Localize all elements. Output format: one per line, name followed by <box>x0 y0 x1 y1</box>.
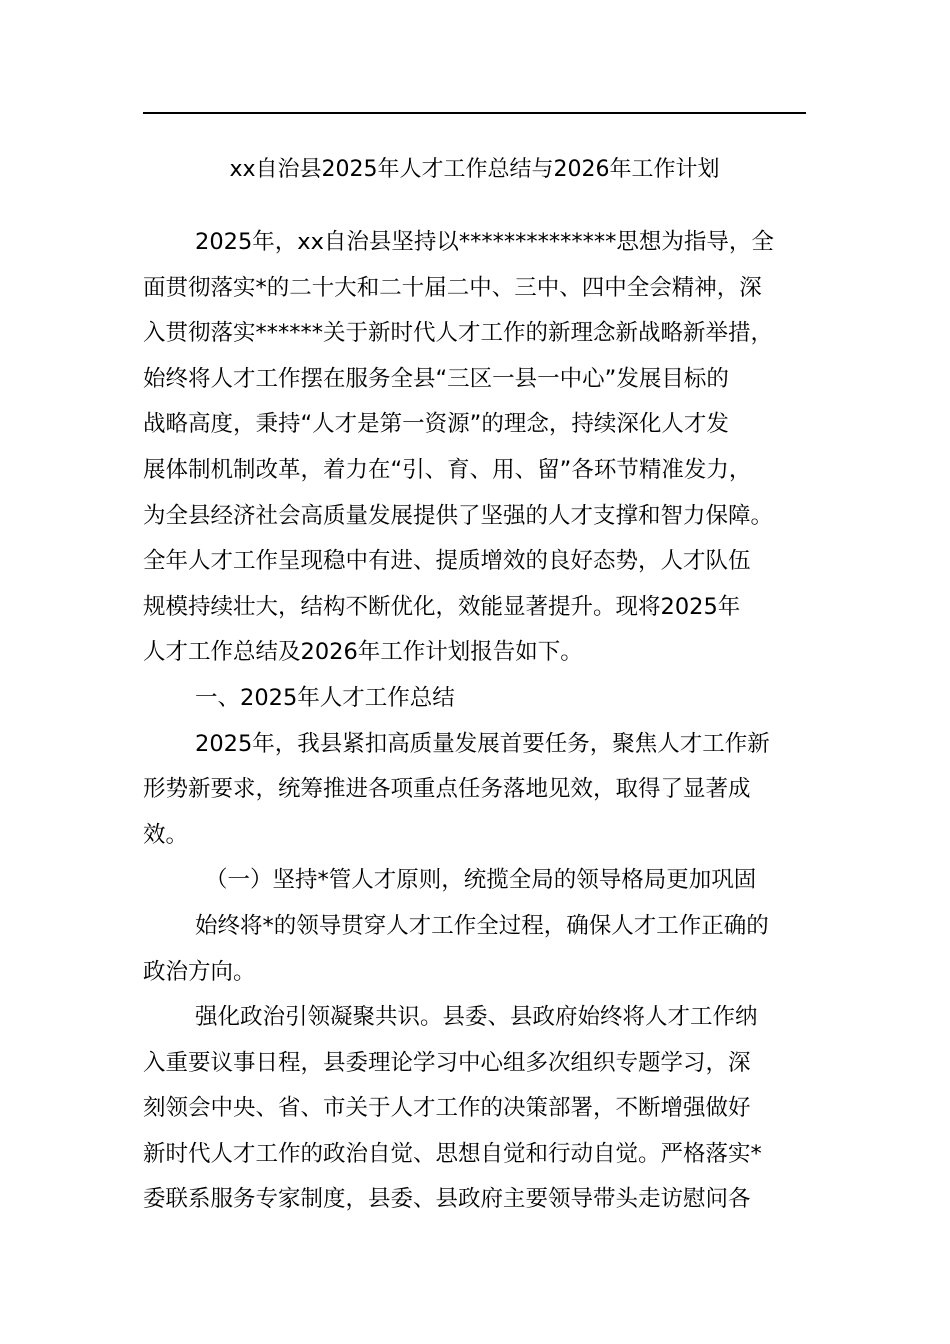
text-line: 刻领会中央、省、市关于人才工作的决策部署，不断增强做好 <box>143 1095 751 1122</box>
text-line: 入贯彻落实******关于新时代人才工作的新理念新战略新举措， <box>143 320 774 347</box>
text-line: 展体制机制改革，着力在“引、育、用、留”各环节精准发力， <box>143 456 752 483</box>
text-line: 效。 <box>143 821 189 848</box>
document-body <box>143 220 813 1223</box>
text-line: 委联系服务专家制度，县委、县政府主要领导带头走访慰问各 <box>143 1186 751 1213</box>
text-line: 战略高度，秉持“人才是第一资源”的理念，持续深化人才发 <box>143 411 729 438</box>
text-line: 始终将*的领导贯穿人才工作全过程，确保人才工作正确的 <box>195 912 769 939</box>
text-line: 人才工作总结及2026年工作计划报告如下。 <box>143 639 583 666</box>
text-line: 一、2025年人才工作总结 <box>195 684 455 711</box>
text-line: 政治方向。 <box>143 958 256 985</box>
text-line: 规模持续壮大，结构不断优化，效能显著提升。现将2025年 <box>143 593 741 620</box>
text-line: 为全县经济社会高质量发展提供了坚强的人才支撑和智力保障。 <box>143 502 774 529</box>
header-rule <box>143 112 806 114</box>
text-line: （一）坚持*管人才原则，统揽全局的领导格局更加巩固 <box>205 867 757 894</box>
text-line: 始终将人才工作摆在服务全县“三区一县一中心”发展目标的 <box>143 365 729 392</box>
text-line: 2025年，xx自治县坚持以**************思想为指导，全 <box>195 229 774 255</box>
document-title: xx自治县2025年人才工作总结与2026年工作计划 <box>229 157 720 182</box>
text-line: 入重要议事日程，县委理论学习中心组多次组织专题学习，深 <box>143 1049 751 1076</box>
text-line: 强化政治引领凝聚共识。县委、县政府始终将人才工作纳 <box>195 1004 758 1031</box>
text-line: 全年人才工作呈现稳中有进、提质增效的良好态势，人才队伍 <box>143 548 751 575</box>
text-line: 新时代人才工作的政治自觉、思想自觉和行动自觉。严格落实* <box>143 1140 762 1167</box>
text-line: 形势新要求，统筹推进各项重点任务落地见效，取得了显著成 <box>143 776 751 803</box>
text-line: 面贯彻落实*的二十大和二十届二中、三中、四中全会精神，深 <box>143 274 762 301</box>
text-line: 2025年，我县紧扣高质量发展首要任务，聚焦人才工作新 <box>195 730 770 757</box>
